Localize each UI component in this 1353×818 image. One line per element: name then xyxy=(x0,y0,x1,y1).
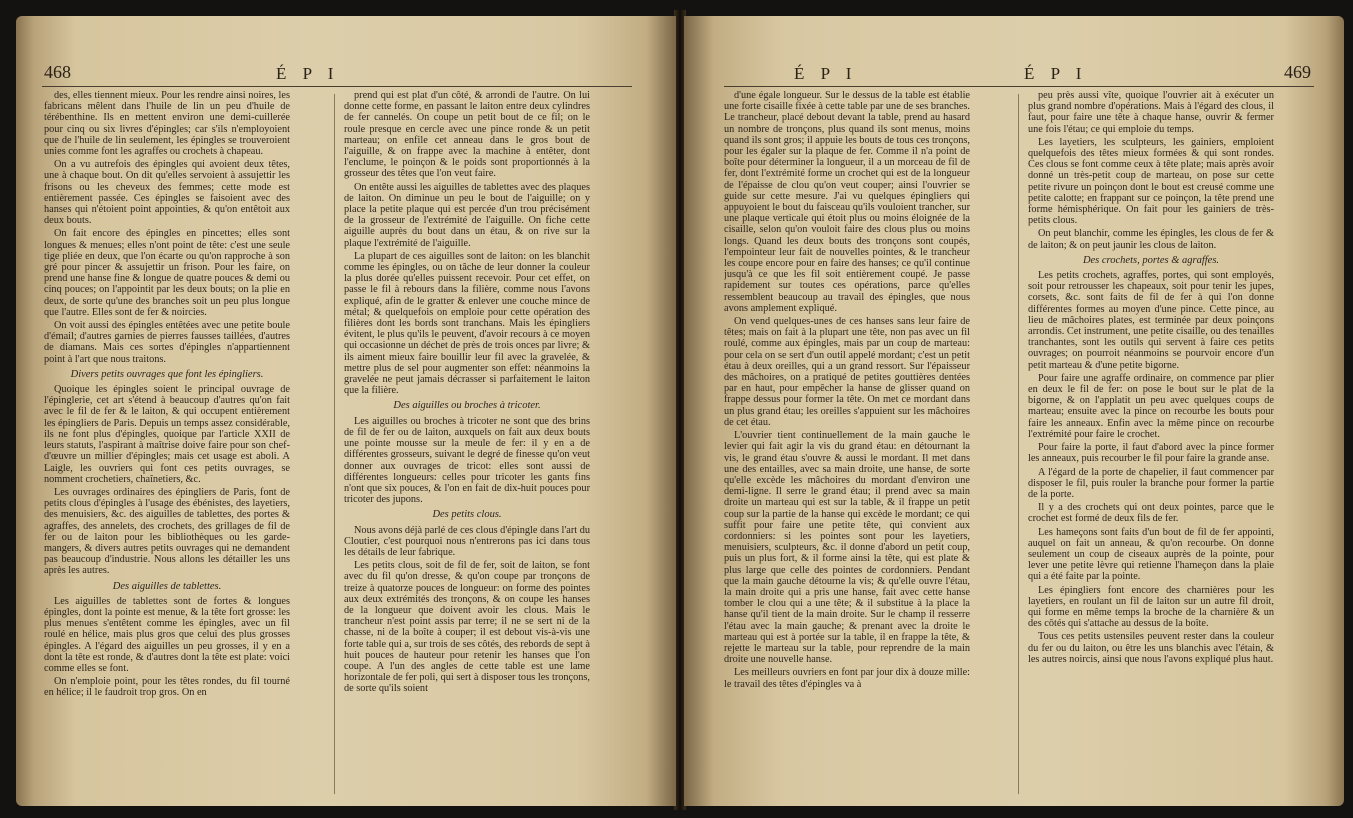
paragraph: On vend quelques-unes de ces hanses sans leur faire de têtes; mais on fait à la plupart une tête, non pas avec un fil roulé, comme aux épingles, mais par un coup de marteau: pour cela on se sert d'un outil appelé mordant; c'est un petit étau à deux oreilles, qui a un grand ressort. Sur l'épaisseur des mâchoires, on a pratiqué de petites gouttières dentées par en haut, pour empêcher la hanse de glisser quand on frappe dessus pour former la tête. On met ce mordant dans un plus grand étau; les oreilles s'appuient sur les mâchoires de cet étau. xyxy=(724,316,970,428)
section-heading: Divers petits ouvrages que font les épingliers. xyxy=(70,368,264,380)
paragraph: On voit aussi des épingles entêtées avec une petite boule d'émail; d'autres garnies de pierres fausses taillées, d'autres de diamans. Mais ces sortes d'épingles n'appartiennent point à l'art que nous traitons. xyxy=(44,320,290,365)
paragraph: A l'égard de la porte de chapelier, il faut commencer par disposer le fil, puis rouler la branche pour former la partie de la porte. xyxy=(1028,466,1274,500)
left-page xyxy=(16,16,676,806)
paragraph: Les meilleurs ouvriers en font par jour dix à douze mille: le travail des têtes d'épingles va à xyxy=(724,667,970,690)
paragraph: Tous ces petits ustensiles peuvent rester dans la couleur du fer ou du laiton, ou être les uns blanchis avec l'étain, & les autres noircis, ainsi que nous l'avons expliqué plus haut. xyxy=(1028,631,1274,665)
paragraph: On a vu autrefois des épingles qui avoient deux têtes, une à chaque bout. On dit qu'elles servoient à assujettir les frisons ou les cheveux des femmes; cette mode est entièrement passée. Ces épingles se faisoient avec des hanses qui n'étoient point appointies, & qu'on entêtoit aux deux bouts. xyxy=(44,159,290,227)
header-rule xyxy=(42,86,632,87)
right-page xyxy=(684,16,1344,806)
paragraph: Les aiguilles de tablettes sont de fortes & longues épingles, dont la pointe est menue, & la tête fort grosse: les plus menues s'entêtent comme les épingles, avec un fil roulé en hélice, mais plus gros que celui des plus grosses épingles. A l'égard des aiguilles un peu grosses, il y en a dont la tête est ronde, & d'autres dont la tête est plate: voici comme elles se font. xyxy=(44,595,290,674)
section-heading: Des crochets, portes & agraffes. xyxy=(1082,254,1220,266)
paragraph: prend qui est plat d'un côté, & arrondi de l'autre. On lui donne cette forme, en passant le laiton entre deux cylindres de fer cannelés. On coupe un petit bout de ce fil; on le roule presque en cercle avec une pince ronde & un petit marteau; on enfile cet anneau dans le gros bout de l'aiguille, & on frappe avec la machine à entêter, dont l'enclume, le poinçon & le poids sont proportionnés à la grosseur des têtes que l'on veut faire. xyxy=(344,90,590,180)
text-column-2 xyxy=(344,90,590,802)
running-head-secondary: É P I xyxy=(1024,64,1088,83)
section-heading: Des petits clous. xyxy=(432,509,502,521)
paragraph: La plupart de ces aiguilles sont de laiton: on les blanchit comme les épingles, ou on tâche de leur donner la couleur la plus dorée qu'elles puissent recevoir. Pour cet effet, on passe le fil à rebours dans la filière, comme nous l'avons expliqué, afin de le gratter & enlever une couche mince de métal; & quelquefois on emploie pour cette opération des filières dont les bords sont tranchans. Mais les épingliers évitent, le plus qu'ils le peuvent, d'avoir recours à ce moyen qui occasionne un déchet de près de trois onces par livre; & ils aiment mieux faire bouillir leur fil avec la gravelée, & mettre plus de sel pour augmenter son effet: néanmoins la gravelée ne peut jamais décrasser si parfaitement le laiton que la filière. xyxy=(344,250,590,397)
running-head: É P I xyxy=(794,64,858,83)
page-number: 468 xyxy=(44,62,71,82)
paragraph: Les layetiers, les sculpteurs, les gainiers, emploient quelquefois des têtes mieux formées & qui sont rondes. Ces clous se font comme ceux à tête plate; mais après avoir donné un très-petit coup de marteau, on pose sur cette petite rivure un poinçon dont le bout est creusé comme une petite calotte; en frappant sur ce poinçon, la tête prend une forme hémisphérique. On fait pour les gainiers de très-petits clous. xyxy=(1028,136,1274,227)
paragraph: Pour faire la porte, il faut d'abord avec la pince former les anneaux, puis recourber le fil pour faire la grande anse. xyxy=(1028,442,1274,465)
paragraph: Les épingliers font encore des charnières pour les layetiers, en roulant un fil de laiton sur un autre fil droit, qui forme en même temps la broche de la charnière & un des côtés qui s'attache au dessus de la boîte. xyxy=(1028,584,1274,630)
paragraph: Les petits clous, soit de fil de fer, soit de laiton, se font avec du fil qu'on dresse, & qu'on coupe par tronçons de treize à quatorze pouces de longueur: on forme des pointes aux deux extrémités des tronçons, & on coupe les hanses de la longueur que doivent avoir les clous. Mais le trancheur n'est point assis par terre; il ne se sert ni de la chasse, ni de la boîte à couper; il est debout vis-à-vis une forte table qui a, sur trois de ses côtés, des rebords de sept à huit pouces de hauteur pour retenir les hanses que l'on coupe. A l'un des angles de cette table est une lame horizontale de fer poli, qui sert à disposer tous les tronçons, de sorte qu'ils soient xyxy=(344,560,590,695)
paragraph: On peut blanchir, comme les épingles, les clous de fer & de laiton; & on peut jaunir les clous de laiton. xyxy=(1028,228,1274,251)
paragraph: Les petits crochets, agraffes, portes, qui sont employés, soit pour retrousser les chapeaux, soit pour tenir les jupes, corsets, &c. sont faits de fil de fer à qui l'on donne différentes formes au moyen d'une pince. Cette pince, au lieu de mâchoires plates, est terminée par deux poinçons arrondis. Cet instrument, une petite cisaille, ou des tenailles tranchantes, sont les outils qui servent à faire ces petits ouvrages; on pourroit néanmoins se pourvoir encore d'un petit marteau & d'une petite bigorne. xyxy=(1028,270,1274,371)
text-column-1 xyxy=(724,90,970,802)
paragraph: peu près aussi vîte, quoique l'ouvrier ait à exécuter un plus grand nombre d'opérations. Mais à l'égard des clous, il faut, pour faire une tête à chaque hanse, ouvrir & fermer une fois l'étau; ce qui emploie du temps. xyxy=(1028,90,1274,135)
running-head: É P I xyxy=(276,64,340,83)
paragraph: Pour faire une agraffe ordinaire, on commence par plier en deux le fil de fer: on pose le bout sur le plat de la bigorne, & on l'applatit un peu avec quelques coups de marteau; ensuite avec la pince on recourbe les bouts pour faire les anneaux. Enfin avec la même pince on recourbe l'extrémité pour faire le crochet. xyxy=(1028,372,1274,440)
paragraph: Les ouvrages ordinaires des épingliers de Paris, font de petits clous d'épingles à l'usage des ébénistes, des layetiers, des menuisiers, &c. des aiguilles de tablettes, des portes & agraffes, des annelets, des crochets, des grillages de fil de fer ou de laiton pour les bibliothèques ou les garde-mangers, & divers autres petits ouvrages qui ne demandent pas beaucoup d'industrie. Nous allons les détailler les uns après les autres. xyxy=(44,486,290,577)
paragraph: Quoique les épingles soient le principal ouvrage de l'épinglerie, cet art s'étend à beaucoup d'autres qu'on fait avec le fil de fer & le laiton, & qui occupent entièrement les épingliers de Paris. Depuis un temps assez considérable, ils ne font plus d'épingles, quoique par l'article XXII de leurs statuts, l'aspirant à maîtrise doive faire pour son chef-d'œuvre un millier d'épingles; mais cet usage est aboli. A Laigle, les ouvriers qui font ces petits ouvrages, se nomment crochetiers, chaînetiers, &c. xyxy=(44,384,290,485)
paragraph: Nous avons déjà parlé de ces clous d'épingle dans l'art du Cloutier, c'est pourquoi nous n'entrerons pas ici dans tous les détails de leur fabrique. xyxy=(344,524,590,558)
section-heading: Des aiguilles de tablettes. xyxy=(112,580,222,592)
paragraph: Les aiguilles ou broches à tricoter ne sont que des brins de fil de fer ou de laiton, auxquels on fait aux deux bouts une pointe mousse sur la meule de fer: il y en a de différentes grosseurs, suivant le degré de finesse qu'on veut donner aux ouvrages de tricot: elles sont aussi de différentes longueurs: celles pour tricoter les gants fins n'ont que six pouces, & l'on en fait de dix-huit pouces pour tricoter des jupons. xyxy=(344,415,590,506)
paragraph: d'une égale longueur. Sur le dessus de la table est établie une forte cisaille fixée à cette table par une de ses branches. Le trancheur, placé debout devant la table, prend au hasard un nombre de tronçons, plus quand ils sont menus, moins quand ils sont gros; il appuie les bouts de tous ces tronçons, pour les égaler sur la plaque de fer. Comme il n'a point de boîte pour déterminer la longueur, il a un morceau de fil de fer, dont l'extrémité forme un crochet qui est de la longueur de l'épaisse de clou qu'on veut couper; ainsi l'ouvrier se guide sur cette mesure. J'ai vu quelques épingliers qui appuyoient le bout du faisceau qu'ils vouloient trancher, sur une plaque verticale qui étoit plus ou moins éloignée de la cisaille, selon qu'on vouloit faire des clous plus ou moins longs. Quand les deux bouts des tronçons sont coupés, l'empointeur leur fait de nouvelles pointes, & le trancheur les coupe encore pour en faire des hanses; ce qu'il continue jusqu'à ce que les fil soit entièrement coupé. Je passe rapidement sur toutes ces opérations, parce qu'elles ressemblent beaucoup au travail des épingles, que nous avons amplement expliqué. xyxy=(724,90,970,314)
paragraph: L'ouvrier tient continuellement de la main gauche le levier qui fait agir la vis du grand étau: en détournant la vis, le grand étau s'ouvre & aussi le mordant. Il met dans une des entailles, avec sa main droite, une hanse, de sorte qu'elle excède les mâchoires du mordant d'environ une demi-ligne. Il serre le grand étau; il prend avec sa main droite un marteau qui est sur la table, & il frappe un petit coup sur la partie de la hanse qui excède le mordant; ce qui suffit pour faire une petite tête, qui convient aux cordonniers: si les pointes sont pour les layetiers, menuisiers, sculpteurs, &c. il donne d'abord un petit coup, puis un plus fort, & il forme ainsi la tête, qui est plate & plus large que celle des pointes de cordonniers. Pendant que la main gauche détourne la vis; & qu'elle ouvre l'étau, la main droite qui a pris une hanse, fait avec cette hanse tomber le clou qui a une tête; & il substitue à la place la hanse qu'il tient de la main droite. Sur le champ il resserre l'étau avec la main gauche; & prenant avec la droite le marteau qui est à portée sur la table, il en frappe la tête, & rejette le marteau sur la table, pour reprendre de la main droite une nouvelle hanse. xyxy=(724,430,970,666)
paragraph: Les hameçons sont faits d'un bout de fil de fer appointi, auquel on fait un anneau, & qu'on recourbe. On donne seulement un coup de ciseaux auprès de la pointe, pour lever une petite lèvre qui retienne l'hameçon dans la plaie qui a été faite par la pointe. xyxy=(1028,526,1274,583)
paragraph: On n'emploie point, pour les têtes rondes, du fil tourné en hélice; il le faudroit trop gros. On en xyxy=(44,676,290,699)
open-book xyxy=(8,6,1345,812)
text-column-1 xyxy=(44,90,290,802)
section-heading: Des aiguilles ou broches à tricoter. xyxy=(393,400,541,412)
paragraph: On entête aussi les aiguilles de tablettes avec des plaques de laiton. On diminue un peu le bout de l'aiguille; on y place la petite plaque qui est percée d'un trou précisément de la grosseur de l'extrémité de l'aiguille. On fiche cette aiguille auprès du bout dans un étau, & on rive sur la plaque l'extrémité de l'aiguille. xyxy=(344,181,590,249)
header-rule xyxy=(724,86,1314,87)
paragraph: des, elles tiennent mieux. Pour les rendre ainsi noires, les fabricans mêlent dans l'huile de lin un peu d'huile de térébenthine. Ils en mettent environ une demi-cuillerée pour cinq ou six livres d'épingles; car s'ils n'employoient que de l'huile de lin seulement, les épingles se trouveroient unies comme font les agraffes ou crochets à chapeau. xyxy=(44,90,290,158)
paragraph: On fait encore des épingles en pincettes; elles sont longues & menues; elles n'ont point de tête: c'est une seule tige pliée en deux, que l'on écarte ou qu'on rapproche à son gré pour pincer & assujettir un frison. Pour les faire, on prend une hanse fine & longue de quatre pouces & demi ou cinq pouces; on l'appointit par les deux bouts; on la plie en deux, de sorte qu'une des branches soit un peu plus longue que l'autre. Elles sont de fer & noircies. xyxy=(44,228,290,318)
column-divider xyxy=(334,94,335,794)
paragraph: Il y a des crochets qui ont deux pointes, parce que le crochet est formé de deux fils de fer. xyxy=(1028,502,1274,525)
text-column-2 xyxy=(1028,90,1274,802)
column-divider xyxy=(1018,94,1019,794)
page-number: 469 xyxy=(1284,62,1311,82)
